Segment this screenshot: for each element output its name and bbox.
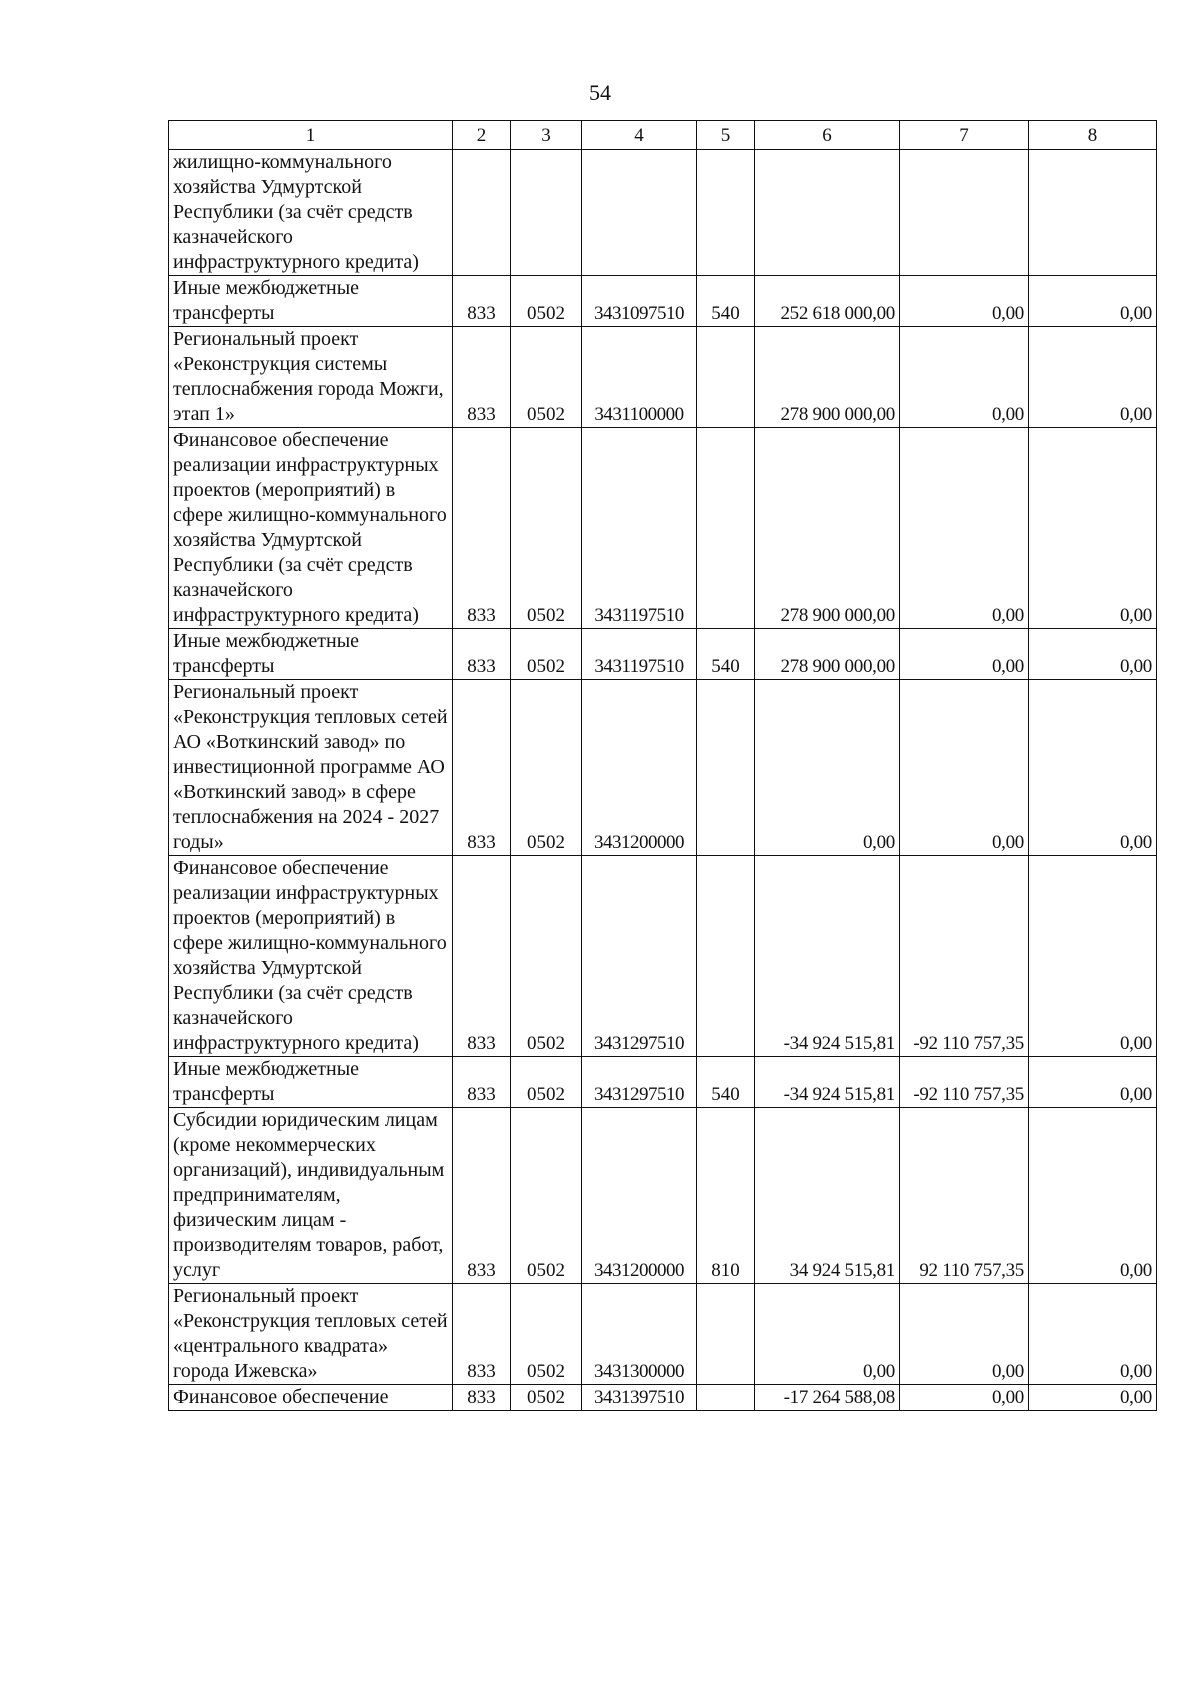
cell-amount-6: 278 900 000,00 xyxy=(755,629,900,680)
cell-amount-7: 0,00 xyxy=(900,680,1029,856)
cell-section: 0502 xyxy=(511,629,582,680)
cell-section: 0502 xyxy=(511,1385,582,1411)
cell-amount-7: 0,00 xyxy=(900,428,1029,629)
cell-amount-7: 0,00 xyxy=(900,1385,1029,1411)
row-name: Иные межбюджетные трансферты xyxy=(169,629,453,680)
row-name: Региональный проект «Реконструкция системы теплоснабжения города Можги, этап 1» xyxy=(169,327,453,428)
column-header: 6 xyxy=(755,121,900,150)
cell-target-item xyxy=(582,150,697,276)
cell-amount-6: 0,00 xyxy=(755,680,900,856)
cell-expense-type xyxy=(697,856,755,1057)
row-name: Иные межбюджетные трансферты xyxy=(169,276,453,327)
column-header: 2 xyxy=(453,121,511,150)
row-name: Финансовое обеспечение реализации инфраструктурных проектов (мероприятий) в сфере жилищно-коммунального хозяйства Удмуртской Республики (за счёт средств казначейского инфраструктурного кредита) xyxy=(169,428,453,629)
cell-amount-8: 0,00 xyxy=(1029,1385,1157,1411)
header-row xyxy=(169,121,1157,150)
cell-section: 0502 xyxy=(511,276,582,327)
cell-amount-8: 0,00 xyxy=(1029,629,1157,680)
cell-section: 0502 xyxy=(511,856,582,1057)
table-row xyxy=(169,856,1157,1057)
cell-amount-7: 0,00 xyxy=(900,276,1029,327)
cell-amount-8: 0,00 xyxy=(1029,1108,1157,1284)
cell-amount-7: -92 110 757,35 xyxy=(900,1057,1029,1108)
cell-amount-6: 278 900 000,00 xyxy=(755,428,900,629)
column-header: 1 xyxy=(169,121,453,150)
cell-expense-type xyxy=(697,1385,755,1411)
cell-amount-6: -34 924 515,81 xyxy=(755,856,900,1057)
cell-admin: 833 xyxy=(453,680,511,856)
cell-target-item: 3431300000 xyxy=(582,1284,697,1385)
cell-admin: 833 xyxy=(453,1284,511,1385)
table-row xyxy=(169,1284,1157,1385)
cell-amount-8: 0,00 xyxy=(1029,856,1157,1057)
cell-section: 0502 xyxy=(511,680,582,856)
cell-admin xyxy=(453,150,511,276)
cell-expense-type xyxy=(697,680,755,856)
cell-amount-6: -17 264 588,08 xyxy=(755,1385,900,1411)
table-row xyxy=(169,629,1157,680)
cell-section: 0502 xyxy=(511,428,582,629)
table-row xyxy=(169,428,1157,629)
cell-admin: 833 xyxy=(453,1108,511,1284)
cell-admin: 833 xyxy=(453,1057,511,1108)
row-name: жилищно-коммунального хозяйства Удмуртской Республики (за счёт средств казначейского инфраструктурного кредита) xyxy=(169,150,453,276)
cell-amount-7 xyxy=(900,150,1029,276)
cell-target-item: 3431297510 xyxy=(582,1057,697,1108)
column-header: 8 xyxy=(1029,121,1157,150)
row-name: Иные межбюджетные трансферты xyxy=(169,1057,453,1108)
cell-target-item: 3431197510 xyxy=(582,428,697,629)
row-name: Региональный проект «Реконструкция тепловых сетей АО «Воткинский завод» по инвестиционной программе АО «Воткинский завод» в сфере теплоснабжения на 2024 - 2027 годы» xyxy=(169,680,453,856)
row-name: Финансовое обеспечение xyxy=(169,1385,453,1411)
cell-amount-7: 0,00 xyxy=(900,629,1029,680)
row-name: Субсидии юридическим лицам (кроме некоммерческих организаций), индивидуальным предпринимателям, физическим лицам - производителям товаров, работ, услуг xyxy=(169,1108,453,1284)
cell-section: 0502 xyxy=(511,1284,582,1385)
table-row xyxy=(169,1108,1157,1284)
cell-amount-8: 0,00 xyxy=(1029,1284,1157,1385)
cell-expense-type: 540 xyxy=(697,629,755,680)
column-header: 3 xyxy=(511,121,582,150)
cell-amount-8: 0,00 xyxy=(1029,276,1157,327)
cell-target-item: 3431100000 xyxy=(582,327,697,428)
cell-admin: 833 xyxy=(453,1385,511,1411)
cell-target-item: 3431200000 xyxy=(582,1108,697,1284)
table-row xyxy=(169,150,1157,276)
cell-expense-type: 540 xyxy=(697,276,755,327)
cell-admin: 833 xyxy=(453,629,511,680)
cell-expense-type xyxy=(697,150,755,276)
cell-expense-type xyxy=(697,428,755,629)
table-row xyxy=(169,276,1157,327)
page-number: 54 xyxy=(589,80,611,105)
column-header: 7 xyxy=(900,121,1029,150)
table-row xyxy=(169,327,1157,428)
cell-target-item: 3431200000 xyxy=(582,680,697,856)
cell-expense-type: 540 xyxy=(697,1057,755,1108)
cell-amount-6 xyxy=(755,150,900,276)
table-row xyxy=(169,1385,1157,1411)
column-header: 4 xyxy=(582,121,697,150)
cell-amount-8 xyxy=(1029,150,1157,276)
cell-section: 0502 xyxy=(511,1057,582,1108)
cell-target-item: 3431297510 xyxy=(582,856,697,1057)
cell-admin: 833 xyxy=(453,327,511,428)
cell-amount-7: 0,00 xyxy=(900,1284,1029,1385)
cell-admin: 833 xyxy=(453,276,511,327)
cell-amount-8: 0,00 xyxy=(1029,327,1157,428)
cell-amount-6: 278 900 000,00 xyxy=(755,327,900,428)
budget-table xyxy=(168,120,1157,1411)
cell-expense-type: 810 xyxy=(697,1108,755,1284)
cell-amount-6: 252 618 000,00 xyxy=(755,276,900,327)
cell-target-item: 3431197510 xyxy=(582,629,697,680)
cell-section: 0502 xyxy=(511,327,582,428)
cell-admin: 833 xyxy=(453,428,511,629)
cell-section: 0502 xyxy=(511,1108,582,1284)
cell-amount-7: -92 110 757,35 xyxy=(900,856,1029,1057)
cell-target-item: 3431097510 xyxy=(582,276,697,327)
cell-amount-7: 0,00 xyxy=(900,327,1029,428)
cell-amount-6: -34 924 515,81 xyxy=(755,1057,900,1108)
row-name: Финансовое обеспечение реализации инфраструктурных проектов (мероприятий) в сфере жилищно-коммунального хозяйства Удмуртской Республики (за счёт средств казначейского инфраструктурного кредита) xyxy=(169,856,453,1057)
cell-amount-8: 0,00 xyxy=(1029,680,1157,856)
cell-amount-6: 34 924 515,81 xyxy=(755,1108,900,1284)
row-name: Региональный проект «Реконструкция тепловых сетей «центрального квадрата» города Ижевска» xyxy=(169,1284,453,1385)
cell-amount-8: 0,00 xyxy=(1029,1057,1157,1108)
table-row xyxy=(169,680,1157,856)
cell-target-item: 3431397510 xyxy=(582,1385,697,1411)
cell-section xyxy=(511,150,582,276)
cell-expense-type xyxy=(697,327,755,428)
cell-admin: 833 xyxy=(453,856,511,1057)
table-row xyxy=(169,1057,1157,1108)
column-header: 5 xyxy=(697,121,755,150)
cell-amount-7: 92 110 757,35 xyxy=(900,1108,1029,1284)
cell-expense-type xyxy=(697,1284,755,1385)
cell-amount-6: 0,00 xyxy=(755,1284,900,1385)
cell-amount-8: 0,00 xyxy=(1029,428,1157,629)
